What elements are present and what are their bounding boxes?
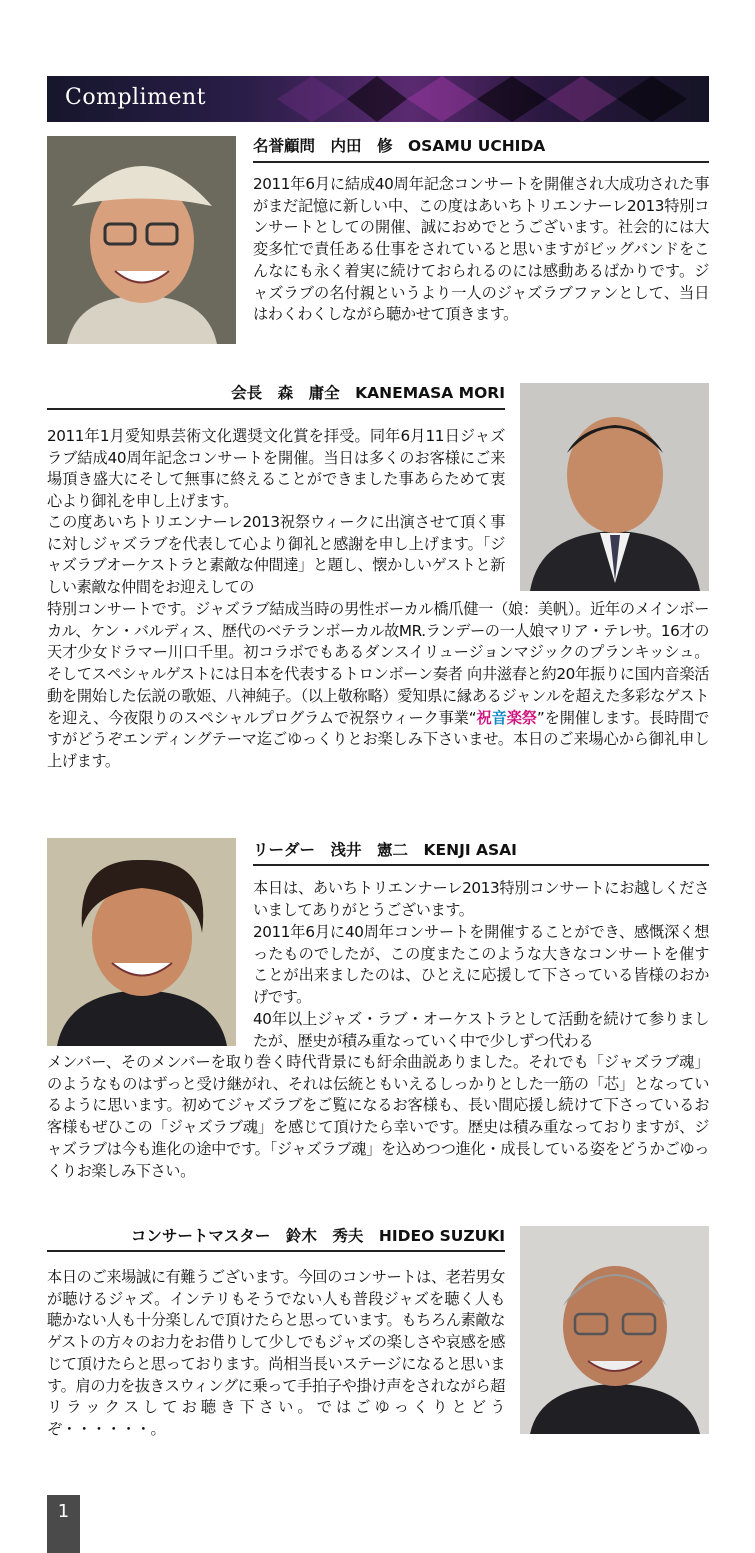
portrait-suzuki — [520, 1226, 709, 1434]
portrait-asai — [47, 838, 236, 1046]
section-title: Compliment — [65, 85, 206, 110]
message-paragraph: メンバー、そのメンバーを取り巻く時代背景にも紆余曲説ありました。それでも「ジャズラブ魂」のようなものはずっと受け継がれ、それは伝統ともいえるしっかりとした一筋の「芯」となっているように思います。初めてジャズラブをご覧になるお客様も、長い間応援し続けて下さっているお客様もぜひこの「ジャズラブ魂」を感じて頂けたら幸いです。歴史は積み重なっておりますが、ジャズラブは今も進化の途中です。「ジャズラブ魂」を込めつつ進化・成長している姿をどうかごゆっくりお楽しみ下さい。 — [47, 1053, 709, 1180]
festival-name-highlight: 祝音楽祭 — [476, 708, 537, 727]
page-number: 1 — [47, 1495, 80, 1553]
person-name: コンサートマスター 鈴木 秀夫 HIDEO SUZUKI — [130, 1227, 505, 1245]
person-name: 名誉顧問 内田 修 OSAMU UCHIDA — [253, 137, 546, 155]
message-paragraph: 2011年6月に結成40周年記念コンサートを開催され大成功された事がまだ記憶に新しい中、この度はあいちトリエンナーレ2013特別コンサートとしての開催、誠におめでとうございます。社会的には大変多忙で責任ある仕事をされていると思いますがビッグバンドをこんなにも永く着実に続けておられるのには感動あるばかりです。ジャズラブの名付親というより一人のジャズラブファンとして、当日はわくわくしながら聴かせて頂きます。 — [253, 175, 709, 324]
divider — [253, 864, 709, 866]
section-banner — [47, 76, 709, 122]
message-paragraph: 特別コンサートです。ジャズラブ結成当時の男性ボーカル橋爪健一（娘：美帆）。近年のメインボーカル、ケン・バルディス、歴代のベテランボーカル故MR.ランデーの一人娘マリア・テレサ。16才の天才少女ドラマー川口千里。初コラボでもあるダンスイリュージョンマジックのプランキッシュ。そしてスペシャルゲストには日本を代表するトロンボーン奏者 向井滋春と約20年振りに国内音楽活動を開始した伝説の歌姫、八神純子。（以上敬称略）愛知県に縁あるジャンルを超えた多彩なゲストを迎え、今夜限りのスペシャルプログラムで祝祭ウィーク事業“祝音楽祭”を開催します。長時間ですがどうぞエンディングテーマ迄ごゆっくりとお楽しみ下さいませ。本日のご来場心から御礼申し上げます。 — [47, 600, 710, 770]
divider — [47, 1250, 505, 1252]
portrait-mori — [520, 383, 709, 591]
portrait-uchida — [47, 136, 236, 344]
person-name: 会長 森 庸全 KANEMASA MORI — [231, 384, 505, 402]
message-paragraph: この度あいちトリエンナーレ2013祝祭ウィークに出演させて頂く事に対しジャズラブを代表して心より御礼と感謝を申し上げます。「ジャズラブオーケストラと素敵な仲間達」と題し、懐かしいゲストと新しい素敵な仲間をお迎えしての — [47, 513, 505, 597]
message-paragraph: 2011年1月愛知県芸術文化選奨文化賞を拝受。同年6月11日ジャズラブ結成40周年記念コンサートを開催。当日は多くのお客様にご来場頂き盛大にそして無事に終えることができました事あらためて衷心より御礼を申し上げます。 — [47, 427, 505, 511]
divider — [47, 408, 505, 410]
message-paragraph: 2011年6月に40周年コンサートを開催することができ、感慨深く想ったものでしたが、この度またこのような大きなコンサートを催すことが出来ましたのは、ひとえに応援して下さっている皆様のおかげです。 — [253, 923, 709, 1007]
message-paragraph: 40年以上ジャズ・ラブ・オーケストラとして活動を続けて参りましたが、歴史が積み重なっていく中で少しずつ代わる — [253, 1010, 709, 1050]
divider — [253, 161, 709, 163]
message-paragraph: 本日は、あいちトリエンナーレ2013特別コンサートにお越しくださいましてありがとうございます。 — [253, 879, 709, 919]
person-name: リーダー 浅井 憲二 KENJI ASAI — [253, 841, 517, 859]
message-paragraph: 本日のご来場誠に有難うございます。今回のコンサートは、老若男女が聴けるジャズ。インテリもそうでない人も普段ジャズを聴く人も聴かない人も十分楽しんで頂けたらと思っています。もちろん素敵なゲストの方々のお力をお借りして少しでもジャズの楽しさや哀感を感じて頂けたらと思っております。尚相当長いステージになると思います。肩の力を抜きスウィングに乗って手拍子や掛け声をされながら超リラックスしてお聴き下さい。ではごゆっくりとどうぞ・・・・・・。 — [47, 1268, 505, 1438]
